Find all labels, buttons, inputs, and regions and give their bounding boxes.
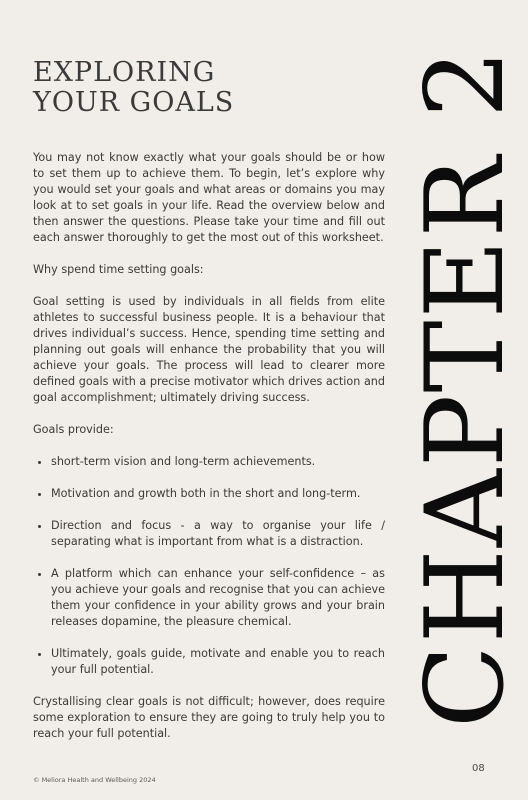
- list-item: • Motivation and growth both in the short and long-term.: [51, 486, 385, 502]
- list-item: • Direction and focus - a way to organise your life / separating what is important from what is a distraction.: [51, 518, 385, 550]
- page-title-line-1: EXPLORING: [33, 57, 216, 88]
- intro-paragraph: You may not know exactly what your goals should be or how to set them up to achieve them. To begin, let’s explore why you would set your goals and what areas or domains you may look at to set goals in your life. Read the overview below and then answer the questions. Please take your time and fill out each answer thoroughly to get the most out of this worksheet.: [33, 151, 385, 244]
- goal-setting-paragraph: Goal setting is used by individuals in all fields from elite athletes to successful business people. It is a behaviour that drives individual’s success. Hence, spending time setting and planning out goals will enhance the probability that you will achieve your goals. The process will lead to clearer more defined goals with a precise motivator which drives action and goal accomplishment; ultimately driving success.: [33, 295, 385, 404]
- list-item: • A platform which can enhance your self-confidence – as you achieve your goals and recognise that you can achieve them your confidence in your ability grows and your brain releases dopamine, the pleasure chemical.: [51, 566, 385, 630]
- copyright-notice: © Meliora Health and Wellbeing 2024: [33, 776, 156, 784]
- goals-list: [33, 454, 385, 678]
- page-title-line-2: YOUR GOALS: [33, 87, 235, 118]
- conclusion-paragraph: Crystallising clear goals is not difficult; however, does require some exploration to ensure they are going to truly help you to reach your full potential.: [33, 695, 385, 740]
- goals-provide-heading: Goals provide:: [33, 423, 114, 436]
- page-number: 08: [472, 763, 485, 774]
- page-title: [33, 58, 234, 118]
- body-content: [33, 150, 385, 758]
- list-item: • Ultimately, goals guide, motivate and enable you to reach your full potential.: [51, 646, 385, 678]
- chapter-label: CHAPTER 2: [403, 47, 528, 728]
- why-heading: Why spend time setting goals:: [33, 263, 204, 276]
- list-item: • short-term vision and long-term achievements.: [51, 454, 385, 470]
